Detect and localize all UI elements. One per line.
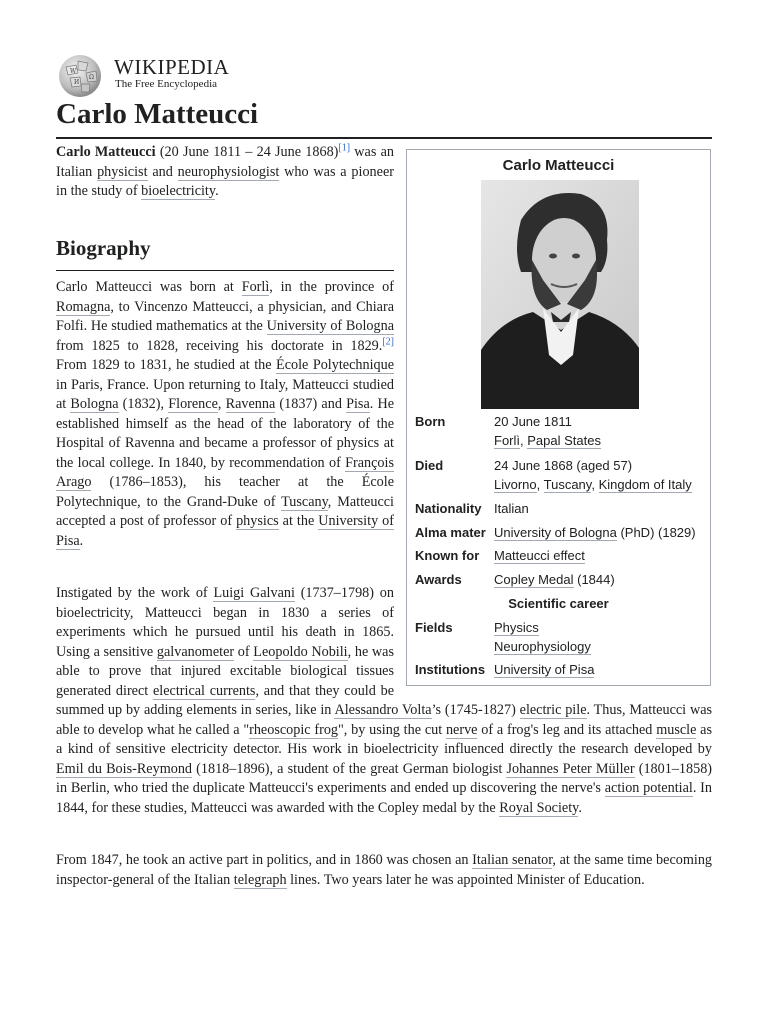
electrical-currents-link[interactable]: electrical currents: [153, 682, 256, 699]
text: . In 1844, for these studies, Matteucci was awarded with the Copley medal by the: [56, 780, 712, 816]
rheoscopic-frog-link[interactable]: rheoscopic frog: [249, 721, 339, 738]
alma-mater-value: [494, 525, 696, 540]
tuscany-link[interactable]: Tuscany: [281, 493, 328, 510]
paragraph: [56, 278, 394, 551]
text: (1786–1853), his teacher at the École Polytechnique, to the Grand-Duke of: [56, 474, 394, 510]
born-label: Born: [415, 414, 446, 429]
neurophysiologist-link[interactable]: neurophysiologist: [177, 163, 280, 180]
born-place: [494, 433, 601, 448]
separator: ,: [520, 433, 528, 448]
text: ,: [217, 396, 226, 412]
lead-text: was an Italian: [56, 144, 394, 180]
page-title: Carlo Matteucci: [56, 98, 259, 130]
wikipedia-globe-icon: [56, 53, 104, 99]
biography-divider: [56, 270, 394, 271]
kingdom-of-italy-link[interactable]: Kingdom of Italy: [598, 477, 692, 492]
lead-text: who was a pioneer in the study of: [56, 163, 394, 199]
ref-2-link[interactable]: [2]: [382, 335, 394, 347]
text: Carlo Matteucci was born at: [56, 279, 242, 295]
text: (1801–1858) in Berlin, who tried the duplicate Matteucci's experiments and ended up discovering the nerve's: [56, 760, 713, 796]
died-date: 24 June 1868 (aged 57): [494, 458, 633, 473]
physics-link[interactable]: physics: [236, 513, 279, 529]
fields-value-1: [494, 620, 539, 635]
text: (1832),: [118, 396, 169, 412]
awards-year: (1844): [573, 572, 615, 587]
known-for-label: Known for: [415, 548, 480, 563]
action-potential-link[interactable]: action potential: [604, 780, 693, 796]
university-of-pisa-link[interactable]: University of Pisa: [56, 513, 394, 549]
neurophysiology-field-link[interactable]: Neurophysiology: [494, 639, 591, 654]
text: at the: [278, 513, 319, 529]
text: of: [234, 643, 254, 660]
bologna-link[interactable]: Bologna: [70, 396, 119, 412]
alma-mater-link[interactable]: University of Bologna: [494, 525, 617, 540]
separator: ,: [536, 477, 544, 492]
text: .: [578, 799, 582, 816]
livorno-link[interactable]: Livorno: [494, 477, 537, 492]
infobox: [406, 149, 711, 686]
university-of-pisa-infobox-link[interactable]: University of Pisa: [494, 662, 595, 677]
electric-pile-link[interactable]: electric pile: [519, 702, 587, 718]
lead-paragraph: [56, 143, 394, 202]
francois-arago-link[interactable]: François Arago: [56, 454, 394, 490]
luigi-galvani-link[interactable]: Luigi Galvani: [213, 585, 295, 601]
died-label: Died: [415, 458, 444, 473]
lead-text: (20 June 1811 – 24 June 1868): [155, 144, 339, 160]
nationality-label: Nationality: [415, 501, 482, 516]
telegraph-link[interactable]: telegraph: [233, 871, 287, 888]
emil-du-bois-reymond-link[interactable]: Emil du Bois-Reymond: [56, 760, 193, 777]
title-divider: [56, 137, 712, 139]
text: Instigated by the work of: [56, 585, 214, 601]
text: (1837) and: [275, 396, 347, 412]
italian-senator-link[interactable]: Italian senator: [472, 852, 553, 868]
nationality-value: Italian: [494, 501, 529, 516]
svg-text:И: И: [74, 79, 80, 86]
text: , he was able to prove that injured excitable biological tissues generated direct: [56, 643, 394, 699]
forli-link[interactable]: Forlì: [241, 279, 270, 295]
romagna-link[interactable]: Romagna: [56, 298, 111, 315]
text: as a kind of sensitive electricity detector. His work in bioelectricity influenced directly the research developed by: [56, 721, 712, 757]
text: ’s (1745-1827): [431, 702, 520, 718]
text: , and that they could be summed up by adding elements in series, like in: [56, 682, 394, 718]
text: lines. Two years later he was appointed Minister of Education.: [286, 871, 645, 888]
died-place: [494, 477, 692, 492]
awards-value: [494, 572, 615, 587]
royal-society-link[interactable]: Royal Society: [499, 799, 579, 816]
text: , at the same time becoming inspector-general of the Italian: [56, 852, 713, 888]
copley-medal-link[interactable]: Copley Medal: [494, 572, 574, 587]
physicist-link[interactable]: physicist: [97, 163, 148, 180]
text: (1737–1798) on bioelectricity, Matteucci began in 1830 a series of experiments which he pursued until his death in 1865. Using a sensitive: [56, 585, 394, 660]
fields-label: Fields: [415, 620, 453, 635]
leopoldo-nobili-link[interactable]: Leopoldo Nobili: [253, 643, 348, 660]
text: .: [79, 532, 84, 549]
alma-mater-label: Alma mater: [415, 525, 486, 540]
text: , Matteucci accepted a post of professor of: [56, 493, 394, 529]
wikipedia-wordmark: WIKIPEDIA: [114, 55, 230, 79]
papal-states-link[interactable]: Papal States: [527, 433, 601, 448]
ravenna-link[interactable]: Ravenna: [225, 396, 276, 412]
lead-section: [56, 143, 394, 202]
text: . He established himself as the head of the laboratory of the Hospital of Ravenna and became a professor of physics at the local college. In 1840, by recommendation of: [56, 396, 395, 471]
portrait-image[interactable]: [481, 180, 639, 409]
galvanometer-link[interactable]: galvanometer: [156, 643, 235, 660]
scientific-career-heading: Scientific career: [508, 596, 609, 611]
infobox-title: Carlo Matteucci: [502, 157, 615, 174]
tuscany-infobox-link[interactable]: Tuscany: [543, 477, 592, 492]
lead-text: and: [147, 163, 178, 180]
text: ", by using the cut: [338, 721, 446, 738]
matteucci-effect-link[interactable]: Matteucci effect: [494, 548, 585, 563]
text: . Thus, Matteucci was able to develop what he called a ": [56, 702, 713, 738]
biography-para-3: [56, 851, 712, 890]
nerve-link[interactable]: nerve: [445, 721, 478, 738]
text: in Paris, France. Upon returning to Italy, Matteucci studied at: [56, 376, 394, 412]
text: from 1825 to 1828, receiving his doctorate in 1829.: [56, 337, 383, 354]
text: (1818–1896), a student of the great German biologist: [192, 760, 507, 777]
ref-1-link[interactable]: [1]: [338, 142, 351, 154]
svg-text:Ω: Ω: [89, 74, 94, 81]
lead-bold-name: Carlo Matteucci: [56, 144, 156, 160]
university-of-bologna-link[interactable]: University of Bologna: [266, 318, 394, 334]
known-for-value: [494, 548, 585, 563]
text: , in the province of: [269, 279, 394, 295]
fields-value-2: [494, 639, 591, 654]
text: , to Vincenzo Matteucci, a physician, and Chiara Folfi. He studied mathematics at the: [56, 298, 394, 334]
biography-heading: Biography: [56, 236, 151, 260]
pisa-link[interactable]: Pisa: [346, 396, 370, 412]
awards-label: Awards: [415, 572, 462, 587]
text: From 1847, he took an active part in politics, and in 1860 was chosen an: [56, 852, 473, 868]
separator: ,: [591, 477, 599, 492]
svg-text:W: W: [70, 68, 77, 75]
muscle-link[interactable]: muscle: [656, 721, 697, 738]
text: From 1829 to 1831, he studied at the: [56, 357, 277, 373]
alma-mater-degree: (PhD) (1829): [616, 525, 696, 540]
born-date: 20 June 1811: [494, 414, 572, 429]
institutions-value: [494, 662, 594, 677]
institutions-label: Institutions: [415, 662, 486, 677]
forli-infobox-link[interactable]: Forlì: [494, 433, 520, 448]
bioelectricity-link[interactable]: bioelectricity: [141, 183, 216, 199]
wikipedia-tagline: The Free Encyclopedia: [115, 78, 218, 90]
text: of a frog's leg and its attached: [477, 721, 657, 738]
ecole-polytechnique-link[interactable]: École Polytechnique: [276, 357, 394, 373]
physics-field-link[interactable]: Physics: [494, 620, 539, 635]
alessandro-volta-link[interactable]: Alessandro Volta: [334, 702, 432, 718]
biography-para-1: [56, 278, 394, 551]
lead-text: .: [215, 183, 219, 199]
paragraph: [56, 851, 712, 890]
florence-link[interactable]: Florence: [168, 396, 218, 412]
johannes-peter-muller-link[interactable]: Johannes Peter Müller: [506, 760, 635, 777]
